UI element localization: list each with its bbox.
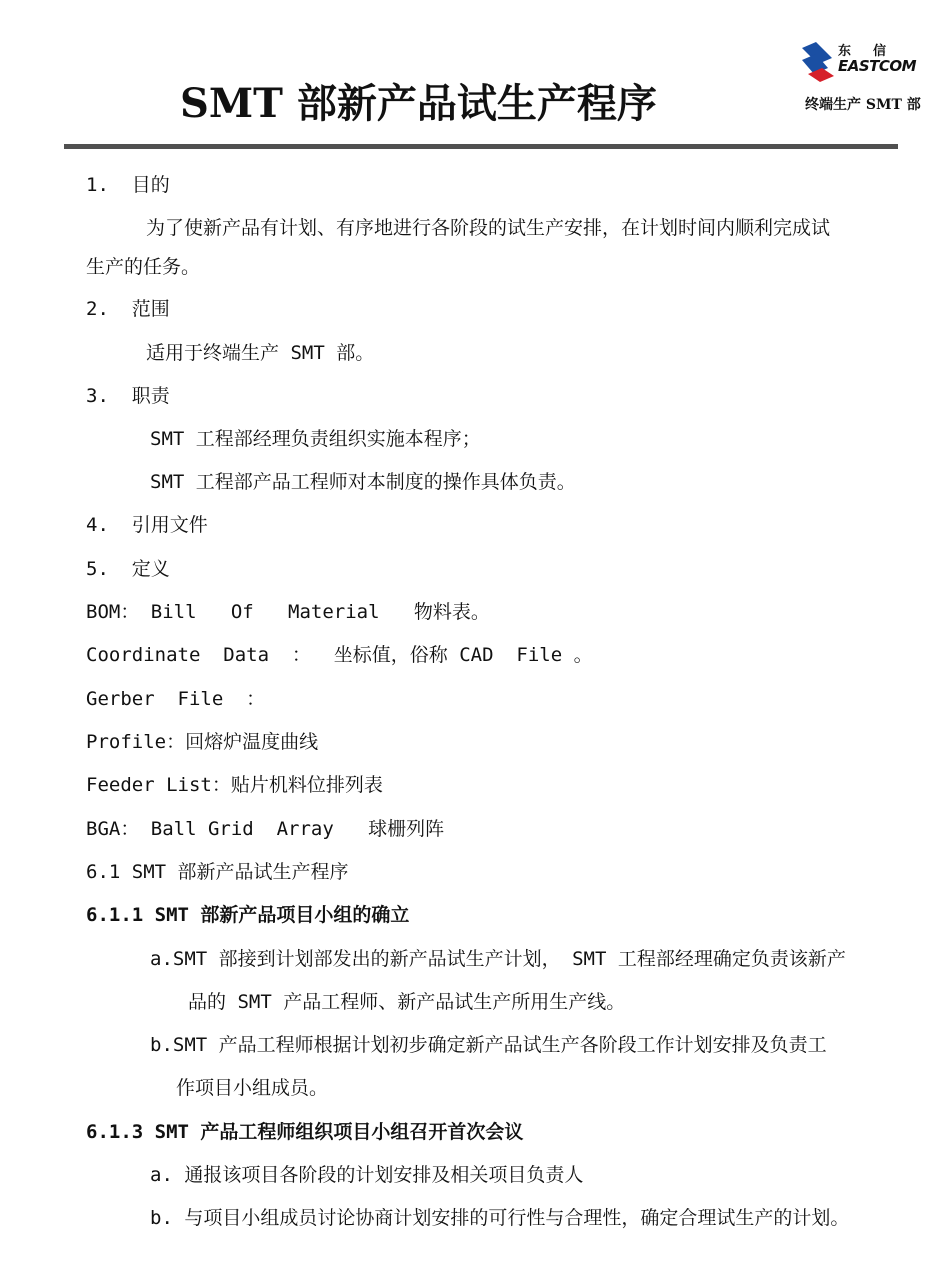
document-title: SMT 部新产品试生产程序 [180,80,657,127]
section-definitions-heading: 5. 定义 [86,558,170,580]
section-responsibility-heading: 3. 职责 [86,385,170,407]
section-6-1-heading: 6.1 SMT 部新产品试生产程序 [86,861,349,883]
definition-profile: Profile：回熔炉温度曲线 [86,731,319,753]
item-a-line2: 品的 SMT 产品工程师、新产品试生产所用生产线。 [188,991,626,1013]
purpose-text-line2: 生产的任务。 [86,256,201,278]
purpose-text-line1: 为了使新产品有计划、有序地进行各阶段的试生产安排，在计划时间内顺利完成试 [146,217,831,239]
item-b-line2: 作项目小组成员。 [176,1077,329,1099]
definition-feeder-list: Feeder List：贴片机料位排列表 [86,774,383,796]
definition-bom: BOM： Bill Of Material 物料表。 [86,601,490,623]
section-references-heading: 4. 引用文件 [86,514,208,536]
section-scope-heading: 2. 范围 [86,298,170,320]
logo-english-name: EASTCOM [838,57,917,75]
scope-text: 适用于终端生产 SMT 部。 [146,342,375,364]
section-6-1-1-heading: 6.1.1 SMT 部新产品项目小组的确立 [86,904,410,926]
logo-chinese-name: 东信 [838,44,909,59]
definition-bga: BGA： Ball Grid Array 球栅列阵 [86,818,445,840]
department-label: 终端生产 SMT 部 [805,97,921,113]
meeting-item-b: b. 与项目小组成员讨论协商计划安排的可行性与合理性，确定合理试生产的计划。 [150,1207,850,1229]
definition-coordinate-data: Coordinate Data ： 坐标值，俗称 CAD File 。 [86,644,593,666]
item-a-line1: a.SMT 部接到计划部发出的新产品试生产计划， SMT 工程部经理确定负责该新产 [150,948,846,970]
responsibility-text-2: SMT 工程部产品工程师对本制度的操作具体负责。 [150,471,576,493]
meeting-item-a: a. 通报该项目各阶段的计划安排及相关项目负责人 [150,1164,584,1186]
definition-gerber-file: Gerber File ： [86,688,266,710]
section-purpose-heading: 1. 目的 [86,174,170,196]
item-b-line1: b.SMT 产品工程师根据计划初步确定新产品试生产各阶段工作计划安排及负责工 [150,1034,827,1056]
header-divider [64,144,898,149]
responsibility-text-1: SMT 工程部经理负责组织实施本程序； [150,428,481,450]
section-6-1-3-heading: 6.1.3 SMT 产品工程师组织项目小组召开首次会议 [86,1121,524,1143]
